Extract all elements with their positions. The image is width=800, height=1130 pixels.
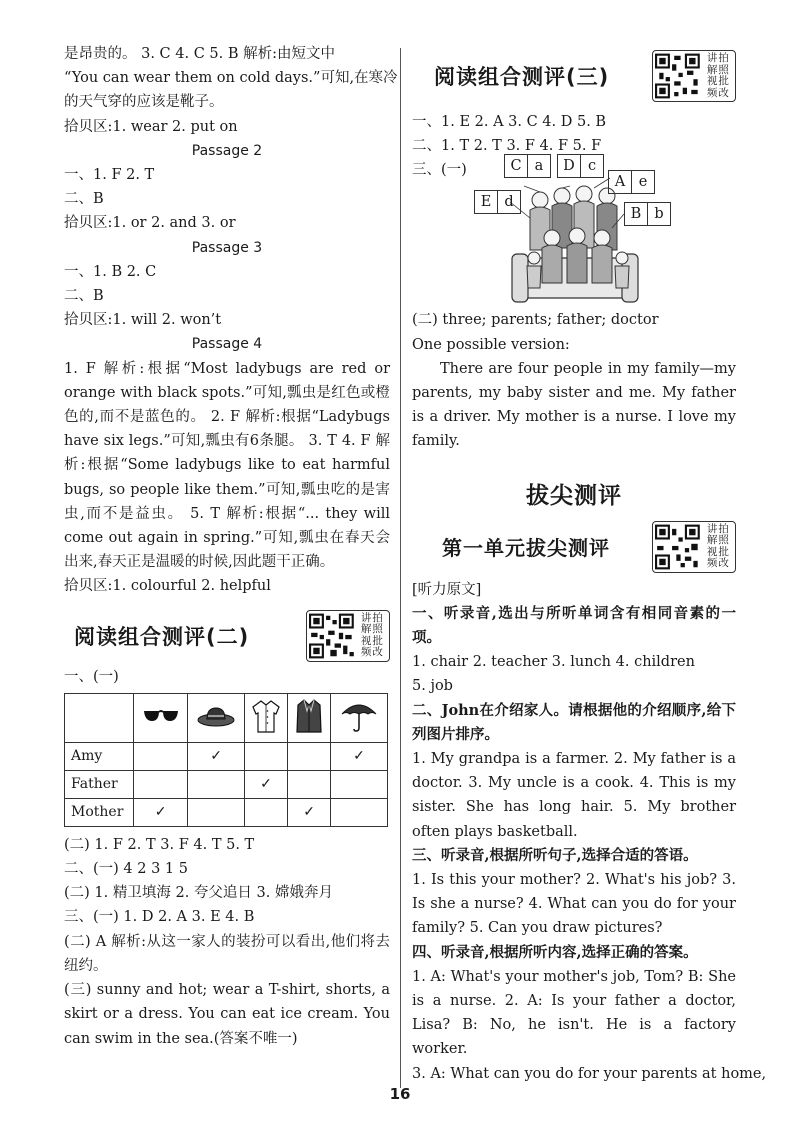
qr-caption: 讲拍 解照 视批 频改: [706, 52, 730, 99]
table-corner-cell: [65, 693, 134, 742]
table-row: [65, 770, 388, 798]
answer-line: 是昂贵的。 3. C 4. C 5. B 解析:由短文中: [64, 46, 335, 62]
family-picture: [412, 158, 736, 308]
clothing-table: [64, 693, 388, 827]
answer-line: 二、1. T 2. T 3. F 4. F 5. F: [412, 138, 602, 155]
letter-box: e: [632, 170, 655, 194]
unit-title-row: [412, 516, 736, 578]
table-cell: ✓: [331, 742, 388, 770]
passage-heading: Passage 4: [191, 336, 263, 353]
passage-heading: Passage 2: [191, 142, 263, 159]
umbrella-icon: [339, 698, 379, 734]
listening-label: [听力原文]: [412, 581, 482, 598]
letter-box: A: [608, 170, 632, 194]
table-cell: ✓: [245, 770, 288, 798]
answer-line: (二) 1. F 2. T 3. F 4. T 5. T: [64, 836, 255, 853]
answer-line: 一、1. F 2. T: [64, 167, 155, 184]
table-header-cell: [134, 693, 188, 742]
table-header-cell: [245, 693, 288, 742]
sunglasses-icon: [142, 706, 180, 726]
qr-code-icon: [655, 524, 700, 570]
letter-box-pair: [624, 202, 671, 226]
table-cell: ✓: [188, 742, 245, 770]
table-cell: [331, 770, 388, 798]
transcript-paragraph: 1. Is this your mother? 2. What's his job? 3. Is she a nurse? 4. What can you do for your family? 5. Can you draw pictures?: [412, 872, 736, 937]
table-header-cell: [188, 693, 245, 742]
table-row-label: Mother: [65, 798, 134, 826]
table-cell: [331, 798, 388, 826]
table-row-label: Amy: [65, 742, 134, 770]
letter-box: C: [504, 154, 528, 178]
letter-box-pair: [608, 170, 655, 194]
answer-line: 二、B: [64, 288, 104, 305]
coat-icon: [294, 697, 324, 735]
section-label: 一、(一): [64, 668, 119, 685]
letter-box: E: [474, 190, 498, 214]
qr-caption: 讲拍 解照 视批 频改: [706, 522, 730, 570]
page-number: 16: [389, 1085, 411, 1103]
letter-box-pair: [474, 190, 521, 214]
letter-box: b: [648, 202, 671, 226]
table-row: [65, 798, 388, 826]
answer-paragraph: (三) sunny and hot; wear a T-shirt, shorts, a skirt or a dress. You can eat ice cream. You can swim in the sea.(答案不唯一): [64, 982, 390, 1047]
question-title: 二、John在介绍家人。请根据他的介绍顺序,给下列图片排序。: [412, 701, 736, 743]
pick-line: 拾贝区:1. will 2. won’t: [64, 312, 222, 329]
pick-line: 拾贝区:1. wear 2. put on: [64, 118, 238, 135]
answer-line: 的天气穿的应该是靴子。: [64, 94, 224, 111]
sunhat-icon: [196, 703, 236, 729]
answer-line: One possible version:: [412, 336, 570, 353]
pick-line: 拾贝区:1. colourful 2. helpful: [64, 578, 271, 595]
letter-box: d: [498, 190, 521, 214]
section-title: 拔尖测评: [526, 482, 622, 509]
test-title-row: [64, 607, 390, 665]
transcript-paragraph: 1. A: What's your mother's job, Tom? B: She is a nurse. 2. A: Is your father a doctor, Lisa? B: No, he isn't. He is a factory worker.: [412, 968, 736, 1058]
sample-paragraph: There are four people in my family—my parents, my baby sister and me. My father is a driver. My mother is a nurse. I love my family.: [412, 360, 736, 450]
answer-line: (二) 1. 精卫填海 2. 夸父追日 3. 嫦娥奔月: [64, 885, 333, 902]
letter-box-pair: [504, 154, 551, 178]
answer-line: 5. job: [412, 678, 453, 695]
table-cell: [134, 770, 188, 798]
family-illustration-area: [412, 158, 736, 308]
question-title: 三、听录音,根据所听句子,选择合适的答语。: [412, 846, 698, 864]
letter-box: D: [557, 154, 581, 178]
question-title: 一、听录音,选出与所听单词含有相同音素的一项。: [412, 604, 736, 647]
pick-line: 拾贝区:1. or 2. and 3. or: [64, 215, 236, 232]
qr-code-icon: [655, 53, 700, 99]
answer-line: 一、1. B 2. C: [64, 263, 157, 280]
table-cell: [288, 770, 331, 798]
left-column: [64, 42, 398, 1051]
letter-box: B: [624, 202, 648, 226]
table-cell: [188, 798, 245, 826]
transcript-line: 3. A: What can you do for your parents at home,: [412, 1065, 767, 1082]
qr-code[interactable]: [306, 610, 390, 662]
shirt-icon: [251, 698, 281, 734]
unit-title: 第一单元拔尖测评: [442, 536, 610, 561]
table-cell: ✓: [288, 798, 331, 826]
answer-line: (二) three; parents; father; doctor: [412, 312, 659, 329]
table-cell: [245, 742, 288, 770]
answer-line: 1. chair 2. teacher 3. lunch 4. children: [412, 654, 695, 671]
answer-paragraph: 1. F 解析:根据“Most ladybugs are red or orange with black spots.”可知,瓢虫是红色或橙色的,而不是蓝色的。 2. F 解析:根据“Ladybugs have six legs.”可知,瓢虫有6条腿。 3. T 4. F 解析:根据“Some ladybugs like to eat harmful bugs, so people like them.”可知,瓢虫吃的是害虫,而不是益虫。 5. T 解析:根据“... they will come out again in spring.”可知,瓢虫在春天会出来,春天正是温暖的时候,因此题干正确。: [64, 360, 390, 571]
answer-paragraph: (二) A 解析:从这一家人的装扮可以看出,他们将去纽约。: [64, 933, 390, 974]
qr-code-icon: [309, 613, 354, 659]
answer-line: 三、(一) 1. D 2. A 3. E 4. B: [64, 909, 255, 926]
table-header-row: [65, 693, 388, 742]
passage-heading: Passage 3: [191, 239, 263, 256]
letter-box: a: [528, 154, 551, 178]
test-title-row: [412, 42, 736, 110]
table-header-cell: [288, 693, 331, 742]
transcript-paragraph: 1. My grandpa is a farmer. 2. My father is a doctor. 3. My uncle is a cook. 4. This is my sister. She has long hair. 5. My brother often plays basketball.: [412, 751, 736, 840]
table-cell: [134, 742, 188, 770]
column-divider: [400, 48, 401, 1088]
answer-line: “You can wear them on cold days.”可知,在寒冷: [64, 70, 398, 87]
table-header-cell: [331, 693, 388, 742]
table-row-label: Father: [65, 770, 134, 798]
table-cell: [188, 770, 245, 798]
table-row: [65, 742, 388, 770]
qr-code[interactable]: [652, 50, 736, 102]
answer-line: 二、B: [64, 191, 104, 208]
right-column: [412, 42, 767, 1086]
letter-box-pair: [557, 154, 604, 178]
qr-code[interactable]: [652, 521, 736, 573]
question-title: 四、听录音,根据所听内容,选择正确的答案。: [412, 943, 698, 961]
table-cell: [288, 742, 331, 770]
table-cell: [245, 798, 288, 826]
test-title: 阅读组合测评(三): [434, 65, 610, 89]
test-title: 阅读组合测评(二): [74, 624, 250, 649]
table-cell: ✓: [134, 798, 188, 826]
answer-line: 一、1. E 2. A 3. C 4. D 5. B: [412, 114, 607, 130]
section-label: 三、(一): [412, 162, 467, 179]
answer-line: 二、(一) 4 2 3 1 5: [64, 861, 188, 878]
letter-box: c: [581, 154, 604, 178]
qr-caption: 讲拍 解照 视批 频改: [360, 611, 384, 659]
